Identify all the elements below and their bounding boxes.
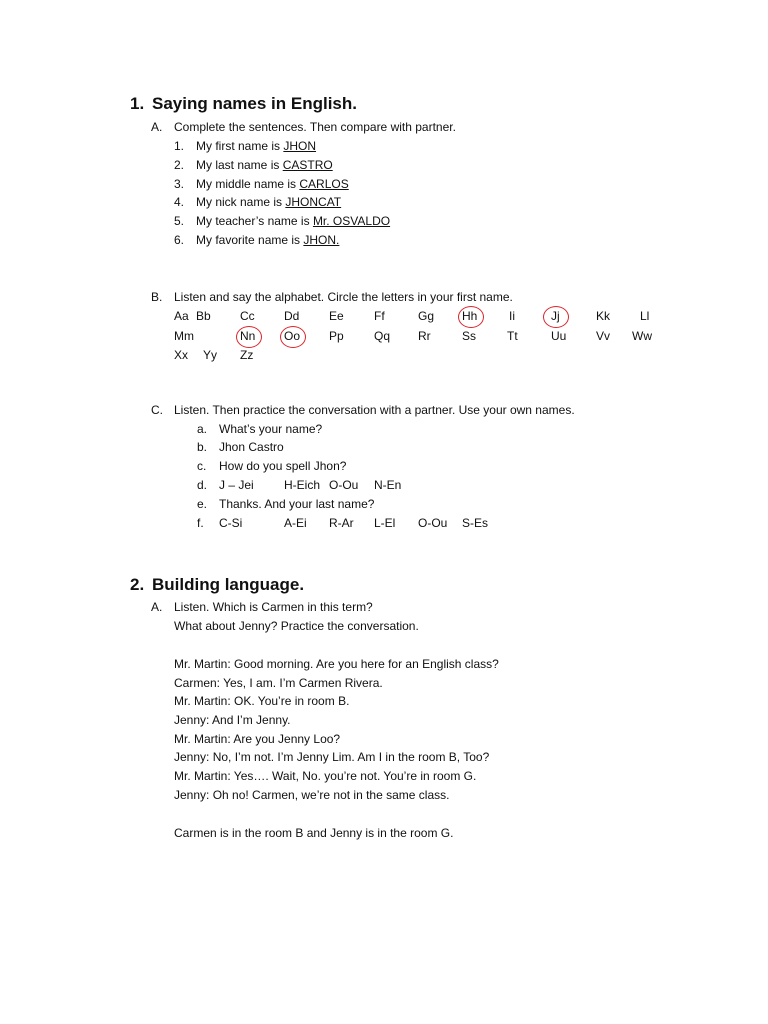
alphabet-letter: Vv xyxy=(596,329,611,343)
alphabet-letter: Ss xyxy=(462,329,477,343)
list-item: 5. My teacher’s name is Mr. OSVALDO xyxy=(174,214,391,228)
alphabet-letter-circled: Nn xyxy=(240,329,256,343)
section1-heading xyxy=(130,94,357,114)
alphabet-letter: Yy xyxy=(203,348,218,362)
alphabet-letter: Kk xyxy=(596,309,611,323)
spelling-part: S-Es xyxy=(462,516,489,530)
list-item: 1. My first name is JHON xyxy=(174,139,317,153)
dialogue-line: Jenny: No, I’m not. I’m Jenny Lim. Am I in the room B, Too? xyxy=(174,750,490,764)
alphabet-letter-circled: Jj xyxy=(551,309,560,323)
answer-middle-name: CARLOS xyxy=(299,177,349,191)
dialogue-line: Mr. Martin: Are you Jenny Loo? xyxy=(174,732,341,746)
alphabet-letter: Rr xyxy=(418,329,431,343)
list-item: 3. My middle name is CARLOS xyxy=(174,177,349,191)
spelling-part: L-El xyxy=(374,516,396,530)
section2-partA-marker: A. xyxy=(151,600,163,614)
answer-first-name: JHON xyxy=(283,139,317,153)
list-item: How do you spell Jhon? xyxy=(219,459,347,473)
alphabet-letter: Uu xyxy=(551,329,567,343)
section2-partA-instruction-line2: What about Jenny? Practice the conversation. xyxy=(174,619,419,633)
alphabet-letter: Tt xyxy=(507,329,518,343)
alphabet-letter: Ee xyxy=(329,309,344,323)
section1-partB-instruction: Listen and say the alphabet. Circle the letters in your first name. xyxy=(174,290,513,304)
list-marker: a. xyxy=(197,422,208,436)
list-marker: f. xyxy=(197,516,204,530)
alphabet-letter: Gg xyxy=(418,309,435,323)
list-marker: c. xyxy=(197,459,207,473)
section1-partA-instruction: Complete the sentences. Then compare with partner. xyxy=(174,120,456,134)
list-item: 4. My nick name is JHONCAT xyxy=(174,195,342,209)
alphabet-letter: Xx xyxy=(174,348,189,362)
alphabet-letter: Dd xyxy=(284,309,300,323)
alphabet-letter: Mm xyxy=(174,329,194,343)
dialogue-line: Jenny: And I’m Jenny. xyxy=(174,713,291,727)
section1-title: Saying names in English. xyxy=(152,94,357,113)
section1-partA-marker: A. xyxy=(151,120,163,134)
section2-title: Building language. xyxy=(152,575,305,594)
section1-partC-marker: C. xyxy=(151,403,163,417)
section2-number: 2. xyxy=(130,575,145,594)
spelling-part: H-Eich xyxy=(284,478,321,492)
list-marker: b. xyxy=(197,440,208,454)
spelling-part: O-Ou xyxy=(418,516,448,530)
alphabet-letter: Zz xyxy=(240,348,254,362)
section1-partB-marker: B. xyxy=(151,290,163,304)
spelling-part: O-Ou xyxy=(329,478,359,492)
alphabet-letter-circled: Oo xyxy=(284,329,301,343)
answer-last-name: CASTRO xyxy=(282,158,333,172)
alphabet-letter: Aa xyxy=(174,309,189,323)
answer-teacher-name: Mr. OSVALDO xyxy=(312,214,391,228)
answer-nick-name: JHONCAT xyxy=(285,195,342,209)
alphabet-letter: Ww xyxy=(632,329,652,343)
spelling-part: R-Ar xyxy=(329,516,354,530)
answer-favorite-name: JHON. xyxy=(303,233,340,247)
alphabet-letter: Pp xyxy=(329,329,344,343)
conclusion-text: Carmen is in the room B and Jenny is in the room G. xyxy=(174,826,454,840)
list-marker: e. xyxy=(197,497,208,511)
alphabet-letter-circled: Hh xyxy=(462,309,478,323)
spelling-part: A-Ei xyxy=(284,516,307,530)
spelling-part: C-Si xyxy=(219,516,243,530)
list-item: Thanks. And your last name? xyxy=(219,497,375,511)
dialogue-line: Mr. Martin: Good morning. Are you here for an English class? xyxy=(174,657,499,671)
section2-heading xyxy=(130,575,304,595)
alphabet-letter: Ll xyxy=(640,309,650,323)
dialogue-line: Mr. Martin: OK. You’re in room B. xyxy=(174,694,350,708)
list-item: Jhon Castro xyxy=(219,440,284,454)
list-marker: d. xyxy=(197,478,208,492)
dialogue-line: Jenny: Oh no! Carmen, we’re not in the same class. xyxy=(174,788,450,802)
alphabet-letter: Ii xyxy=(509,309,515,323)
section1-number: 1. xyxy=(130,94,145,113)
alphabet-letter: Qq xyxy=(374,329,391,343)
section1-partC-instruction: Listen. Then practice the conversation with a partner. Use your own names. xyxy=(174,403,575,417)
dialogue-line: Carmen: Yes, I am. I’m Carmen Rivera. xyxy=(174,676,383,690)
section2-partA-instruction-line1: Listen. Which is Carmen in this term? xyxy=(174,600,373,614)
alphabet-letter: Ff xyxy=(374,309,385,323)
dialogue-line: Mr. Martin: Yes…. Wait, No. you’re not. You’re in room G. xyxy=(174,769,477,783)
alphabet-letter: Bb xyxy=(196,309,211,323)
spelling-part: N-En xyxy=(374,478,402,492)
spelling-part: J – Jei xyxy=(219,478,254,492)
alphabet-letter: Cc xyxy=(240,309,255,323)
list-item: 2. My last name is CASTRO xyxy=(174,158,333,172)
list-item: 6. My favorite name is JHON. xyxy=(174,233,340,247)
list-item: What’s your name? xyxy=(219,422,323,436)
